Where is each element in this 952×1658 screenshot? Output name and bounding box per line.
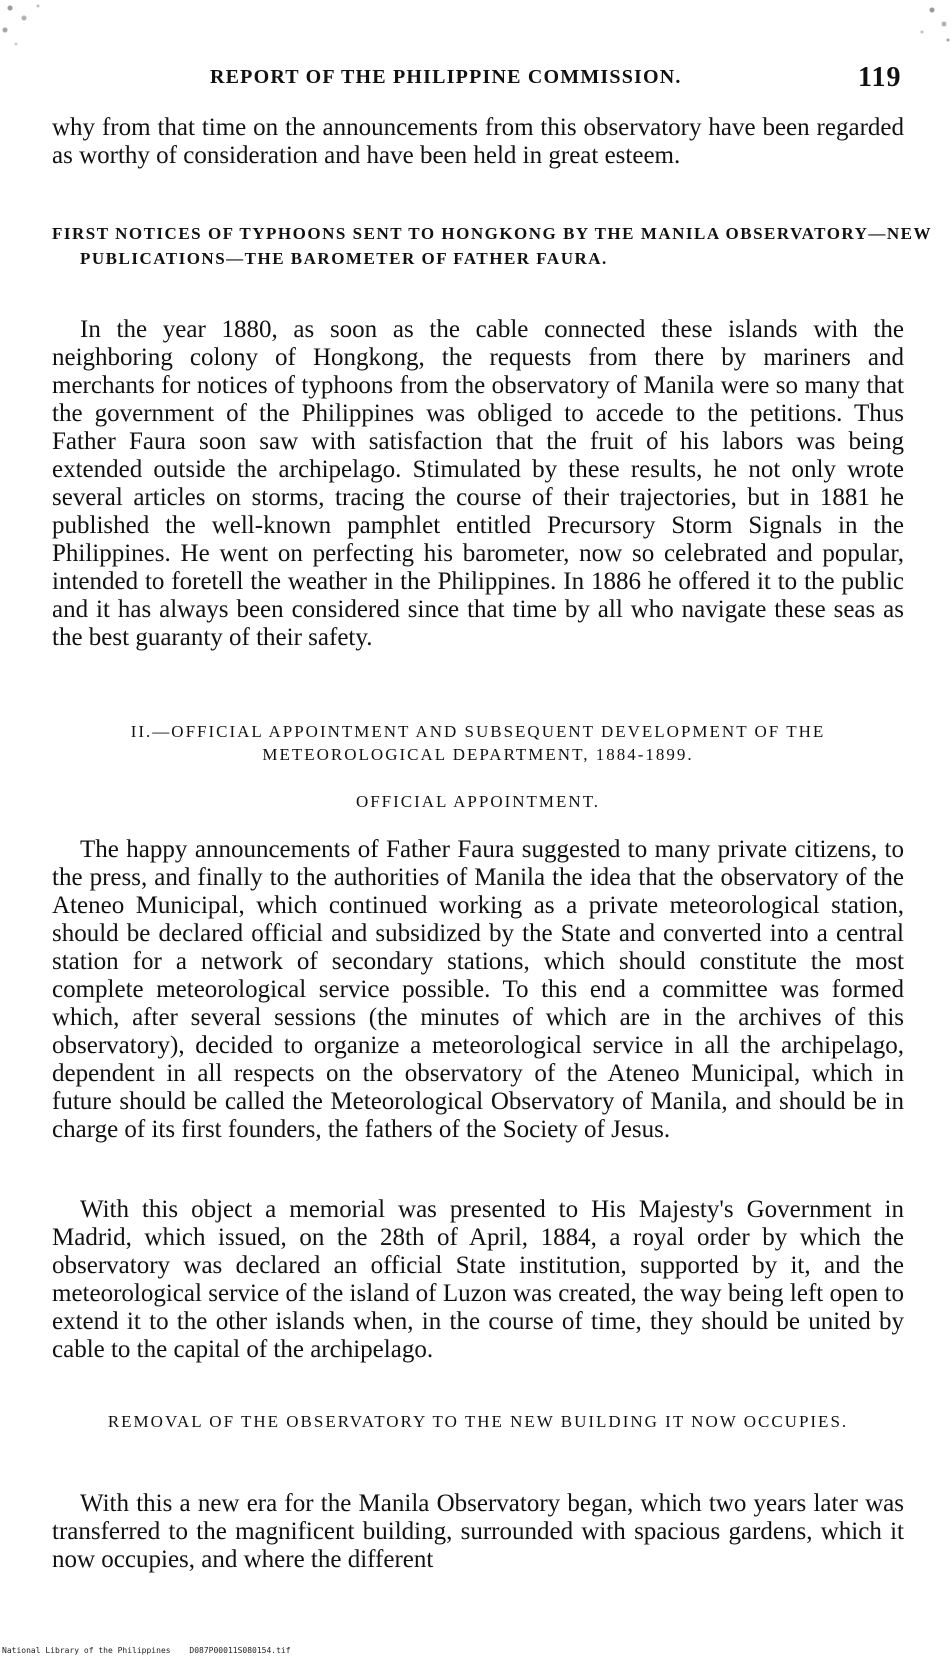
subheading-official-appointment: OFFICIAL APPOINTMENT. bbox=[355, 792, 601, 811]
paragraph-new-era: With this a new era for the Manila Observatory began, which two years later was transferred to the magnificent building, surrounded with spacious gardens, which it now occupies, and where the different bbox=[52, 1490, 904, 1573]
subheading-removal: REMOVAL OF THE OBSERVATORY TO THE NEW BUILDING IT NOW OCCUPIES. bbox=[107, 1412, 849, 1431]
section-heading-first-notices: FIRST NOTICES OF TYPHOONS SENT TO HONGKONG BY THE MANILA OBSERVATORY—NEW PUBLICATIONS—THE BAROMETER OF FATHER FAURA. bbox=[52, 224, 932, 268]
footer-library: National Library of the Philippines bbox=[2, 1646, 171, 1655]
scan-noise-top-left bbox=[0, 0, 55, 55]
paragraph-continuation: why from that time on the announcements from this observatory have been regarded as worthy of consideration and have been held in great esteem. bbox=[52, 114, 904, 169]
paragraph-happy-announcements: The happy announcements of Father Faura suggested to many private citizens, to the press, and finally to the authorities of Manila the idea that the observatory of the Ateneo Municipal, which continued working as a private meteorological station, should be declared official and subsidized by the State and converted into a central station for a network of secondary stations, which should constitute the most complete meteorological service possible. To this end a committee was formed which, after several sessions (the minutes of which are in the archives of this observatory), decided to organize a meteorological service in all the archipelago, dependent in all respects on the observatory of the Ateneo Municipal, which in future should be called the Meteorological Observatory of Manila, and should be in charge of its first founders, the fathers of the Society of Jesus. bbox=[52, 836, 904, 1143]
page-number: 119 bbox=[858, 62, 902, 93]
scan-noise-top-right bbox=[892, 0, 952, 50]
running-title: REPORT OF THE PHILIPPINE COMMISSION. bbox=[210, 66, 682, 88]
footer-file-id: D087P00011S080154.tif bbox=[189, 1646, 291, 1655]
section-heading-ii: II.—OFFICIAL APPOINTMENT AND SUBSEQUENT DEVELOPMENT OF THE METEOROLOGICAL DEPARTMENT, 1884-1899. bbox=[130, 722, 826, 764]
scan-footer bbox=[0, 1645, 952, 1658]
running-head bbox=[0, 62, 952, 102]
paragraph-memorial: With this object a memorial was presented to His Majesty's Government in Madrid, which issued, on the 28th of April, 1884, a royal order by which the observatory was declared an official State institution, supported by it, and the meteorological service of the island of Luzon was created, the way being left open to extend it to the other islands when, in the course of time, they should be united by cable to the capital of the archipelago. bbox=[52, 1196, 904, 1363]
paragraph-year-1880: In the year 1880, as soon as the cable connected these islands with the neighboring colony of Hongkong, the requests from there by mariners and merchants for notices of typhoons from the observatory of Manila were so many that the government of the Philippines was obliged to accede to the petitions. Thus Father Faura soon saw with satisfaction that the fruit of his labors was being extended outside the archipelago. Stimulated by these results, he not only wrote several articles on storms, tracing the course of their trajectories, but in 1881 he published the well-known pamphlet entitled Precursory Storm Signals in the Philippines. He went on perfecting his barometer, now so celebrated and popular, intended to foretell the weather in the Philippines. In 1886 he offered it to the public and it has always been considered since that time by all who navigate these seas as the best guaranty of their safety. bbox=[52, 316, 904, 651]
